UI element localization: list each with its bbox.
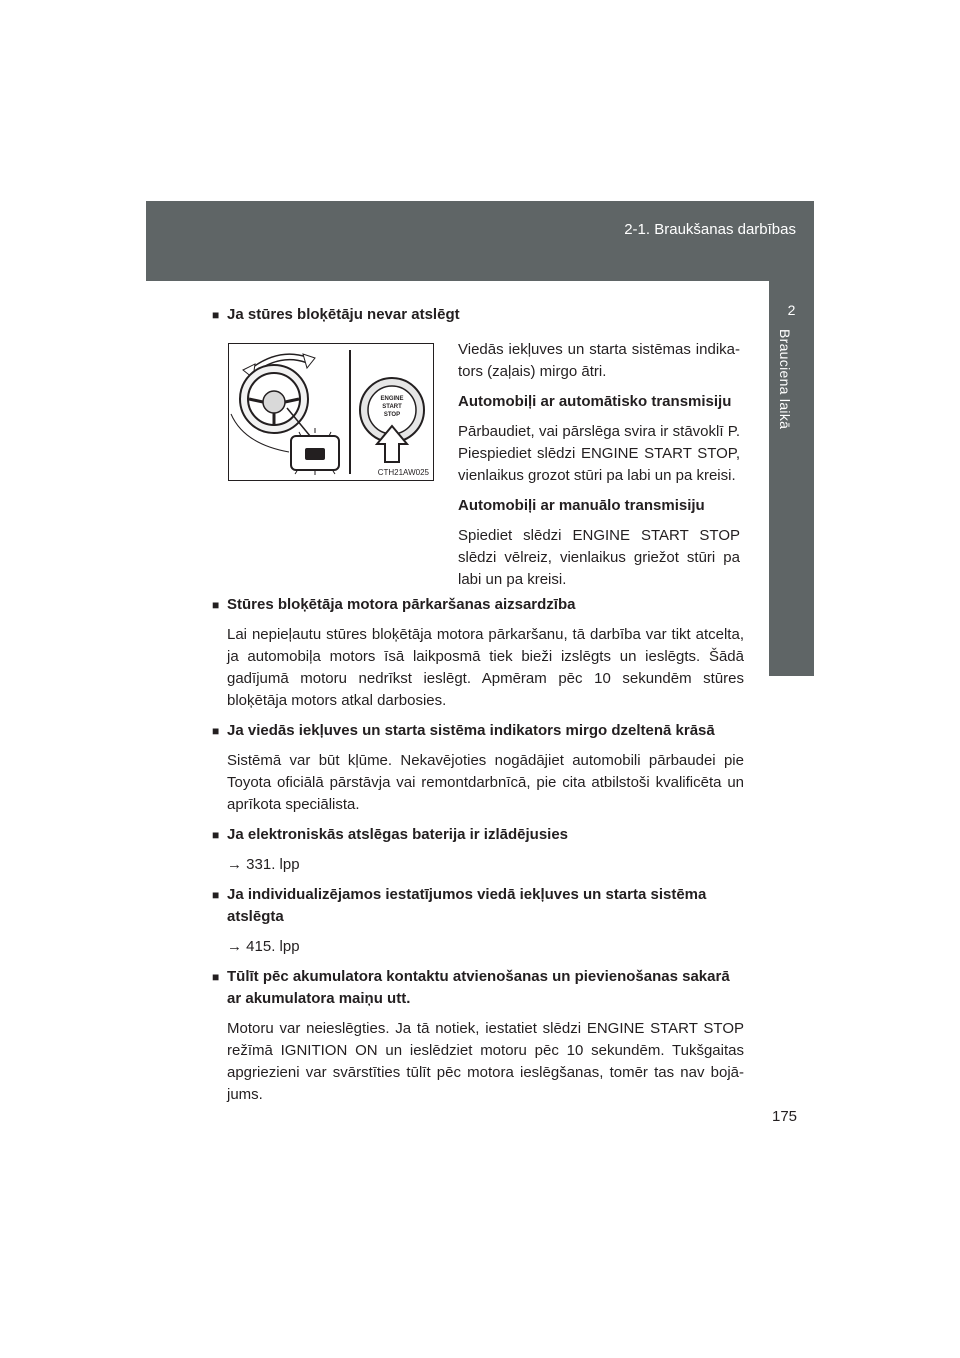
key-battery-page-ref[interactable]: 331. lpp — [246, 856, 300, 873]
page-number: 175 — [772, 1108, 798, 1125]
indicator-intro: Viedās iekļuves un starta sistēmas indika-tors (zaļais) mirgo ātri. — [458, 341, 740, 380]
heading-overheat-protection: ■ Stūres bloķētāja motora pārkaršanas aizsardzība — [212, 594, 744, 616]
main-content — [212, 304, 744, 326]
customization-reference — [212, 936, 744, 958]
heading-battery-reconnect: ■ Tūlīt pēc akumulatora kontaktu atvienošanas un pievienošanas sakarā ar akumulatora maiņu utt. — [212, 966, 744, 1010]
customization-page-ref[interactable]: 415. lpp — [246, 938, 300, 955]
manual-transmission-heading: Automobiļi ar manuālo transmisiju — [458, 497, 705, 514]
heading-key-battery: ■ Ja elektroniskās atslēgas baterija ir izlādējusies — [212, 824, 744, 846]
overheat-protection-text: Lai nepieļautu stūres bloķētāja motora pārkaršanu, tā darbība var tikt atcelta, ja automobiļa motors īsā laikposmā tiek bieži izslēgts un ieslēgts. Šādā gadījumā motoru nedrīkst ieslēgt. Apmēram pēc 10 sekundēm stūres bloķētāja motors atkal darbosies. — [227, 626, 744, 709]
section-title: 2-1. Braukšanas darbības — [624, 221, 796, 238]
figure-side-text — [458, 339, 740, 591]
chapter-number: 2 — [787, 302, 796, 318]
header-band — [146, 201, 814, 281]
figure-code: CTH21AW025 — [377, 468, 429, 477]
battery-reconnect-text: Motoru var neieslēgties. Ja tā notiek, iestatiet slēdzi ENGINE START STOP režīmā IGNITION ON un ieslēdziet motoru pēc 10 sekundēm. Tukšgaitas apgriezieni var svārstīties tūlīt pēc motora ieslēgšanas, tomēr tas nav bojā-jums. — [227, 1020, 744, 1103]
manual-transmission-text: Spiediet slēdzi ENGINE START STOP slēdzi vēlreiz, vienlaikus griežot stūri pa labi un pa kreisi. — [458, 527, 740, 588]
chapter-tab — [769, 281, 814, 676]
heading-customization-disabled: ■ Ja individualizējamos iestatījumos viedā iekļuves un starta sistēma atslēgta — [212, 884, 744, 928]
key-battery-reference — [212, 854, 744, 876]
heading-lock-release: ■ Ja stūres bloķētāju nevar atslēgt — [212, 304, 744, 326]
auto-transmission-heading: Automobiļi ar automātisko transmisiju — [458, 393, 732, 410]
steering-lock-illustration — [228, 343, 434, 481]
button-label-stop: STOP — [383, 412, 401, 418]
chapter-label: Brauciena laikā — [777, 329, 793, 430]
steering-wheel-diagram — [229, 344, 433, 480]
lower-content — [212, 594, 744, 1106]
auto-transmission-text: Pārbaudiet, vai pārslēga svira ir stāvoklī P. Piespiediet slēdzi ENGINE START STOP, vienlaikus grozot stūri pa labi un pa kreisi. — [458, 423, 740, 484]
button-label-start: START — [382, 404, 402, 410]
button-label-engine: ENGINE — [380, 396, 404, 402]
heading-indicator-yellow: ■ Ja viedās iekļuves un starta sistēma indikators mirgo dzeltenā krāsā — [212, 720, 744, 742]
arrow-right-icon: → — [227, 856, 242, 873]
arrow-right-icon: → — [227, 938, 242, 955]
indicator-yellow-text: Sistēmā var būt kļūme. Nekavējoties nogādājiet automobili pārbaudei pie Toyota oficiālā pārstāvja vai remontdarbnīcā, pie cita atbilstoši kvalificēta un aprīkota speciālista. — [227, 752, 744, 813]
